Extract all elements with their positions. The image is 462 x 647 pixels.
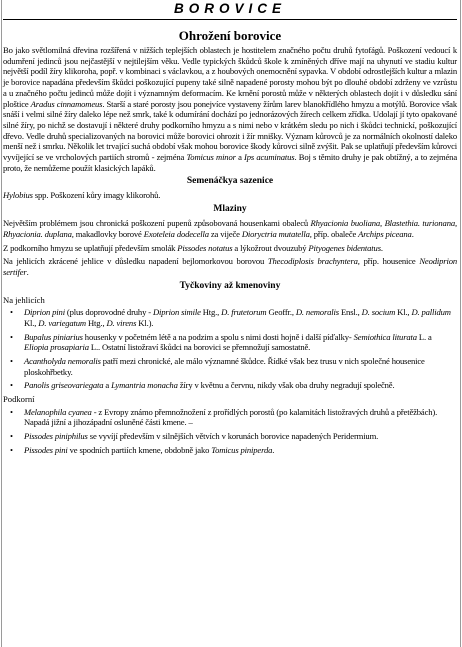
species-name: Pissodes pini — [24, 444, 68, 455]
section-heading-seedlings: Semenáčkya sazenice — [186, 176, 274, 187]
intro-text-3: a — [235, 152, 245, 163]
species-name: D. variegatum — [38, 317, 86, 328]
mlaziny-p1-text-4: příp. obaleče — [311, 228, 359, 239]
item-text: (plus doprovodné druhy - — [64, 307, 153, 318]
section-heading-mlaziny: Mlaziny — [213, 204, 247, 215]
species-name: Bupalus piniarius — [24, 331, 83, 342]
intro-paragraph — [3, 45, 457, 173]
page-left-border — [1, 0, 2, 647]
mlaziny-p1-species-1: Rhyacionia buoliana, Blastethia. turionana, Rhyacionia. duplana, — [3, 218, 457, 239]
seedlings-paragraph — [3, 190, 457, 201]
bullet-icon: • — [10, 307, 13, 318]
title-rule — [3, 19, 457, 20]
mlaziny-p1-species-3: Dioryctria mutatella, — [241, 228, 312, 239]
mlaziny-p1-text-2: makadlovky borové — [73, 228, 144, 239]
bullet-icon: • — [10, 444, 13, 455]
species-name: D. frutetorum — [221, 307, 267, 318]
bark-pests-list — [3, 407, 457, 456]
mlaziny-p3-text-2: příp. housenice — [359, 256, 420, 267]
item-text: . — [272, 444, 275, 455]
mlaziny-p1-text-3: za viječe — [208, 228, 242, 239]
pest-list-item — [10, 380, 457, 391]
item-text: Ensl., — [338, 307, 362, 318]
bullet-icon: • — [10, 355, 13, 366]
pest-list-item — [10, 355, 457, 377]
species-name: Lymantria monacha — [111, 380, 178, 391]
item-text: Htg., — [86, 317, 107, 328]
item-text: Geoffr., — [266, 307, 296, 318]
item-text: se vyvíjí především v silnějších větvích v korunách borovice napadených Peridermium. — [87, 430, 379, 441]
pest-list-item — [10, 307, 457, 328]
bullet-icon: • — [10, 406, 13, 417]
species-name: Tomicus piniperda — [211, 444, 273, 455]
item-text: L. a — [416, 331, 432, 342]
needle-pests-list — [3, 307, 457, 391]
mlaziny-p2-text-2: a lýkožrout dvouzubý — [232, 242, 309, 253]
section-heading-tyckoviny: Tyčkoviny až kmenoviny — [179, 280, 281, 291]
mlaziny-paragraph-3 — [3, 256, 457, 277]
mlaziny-p3-text-1: Na jehlicích zkrácené jehlice v důsledku napadení bejlomorkovou borovou — [3, 256, 268, 267]
item-text: ve spodních partiích kmene, obdobně jako — [67, 444, 212, 455]
species-name: Eliopia prosapiaria — [24, 342, 89, 353]
item-text: žíry v květnu a červnu, nikdy však oba druhy negradují společně. — [177, 380, 395, 391]
pest-list-item — [10, 406, 457, 428]
species-name: Semiothica liturata — [353, 331, 417, 342]
page-right-border — [460, 0, 461, 647]
mlaziny-p3-species-2: Neodiprion sertifer — [3, 256, 457, 277]
species-name: Diprion simile — [152, 307, 201, 318]
bullet-icon: • — [10, 331, 13, 342]
item-text: L.. Ostatní listožraví škůdci na borovici se přemnožují samostatně. — [88, 342, 311, 353]
seedlings-species: Hylobius — [3, 190, 33, 201]
mlaziny-p1-text-1: Největším problémem jsou chronická poškození pupenů způsobovaná housenkami obaleců — [3, 218, 311, 229]
item-text: housenky v početném létě a na podzim a spolu s nimi dosti hojně i další píďalky- — [82, 331, 354, 342]
species-name: Panolis griseovariegata — [24, 380, 104, 391]
document-title: BOROVICE — [173, 1, 286, 16]
pest-list-item — [10, 430, 457, 442]
mlaziny-p2-text-3: . — [380, 242, 383, 253]
species-name: Melanophila cyanea — [24, 406, 92, 417]
item-text: Htg., — [200, 307, 222, 318]
needles-label: Na jehlicích — [3, 294, 45, 305]
mlaziny-p3-species-1: Thecodiplosis brachyntera, — [267, 256, 360, 267]
mlaziny-p1-species-2: Exoteleia dodecella — [143, 228, 209, 239]
intro-text-2: . Starší a staré porosty jsou ponejvíce vystaveny žírům larev blanokřídlého hmyzu a motýlů. Borovice však snáší i velmi silné žíry daleko lépe než smrk, také k odumírání dochází po jednorázových žírech celkem zřídka. Udolají jí tyto opakované silné žíry, po nichž se dostavují i některé druhy podkorního hmyzu a s nimi nebo v krátkém sledu po nich i škůdci technickí, poškozující dřevo. Vedle druhů specializovaných na borovici může borovici ohrozit i žír mnišky. Význam kůrovců je za normálních okolností daleko menší než i smrku. Několik let trvající suchá období však mohou borovice škody kůrovci silně zvýšit. Pak se uplatňují především kůrovci vyvíjející se ve vrcholových partiích stromů - zejména — [3, 98, 457, 163]
species-name: Pissodes piniphilus — [24, 430, 88, 441]
intro-species-aradus: Aradus cinnamomeus — [30, 98, 103, 109]
mlaziny-paragraph-2 — [3, 243, 457, 254]
intro-text-4: . Boj s těmito druhy je pak obtížný, a to zejména proto, že nemůžeme použít klasických lapáků. — [3, 152, 457, 173]
species-name: D. socium — [361, 307, 396, 318]
pest-list-item — [10, 444, 457, 456]
item-text: Kl.). — [136, 317, 154, 328]
species-name: D. virens — [106, 317, 137, 328]
mlaziny-p2-species-2: Pityogenes bidentatus — [308, 242, 381, 253]
species-name: D. nemoralis — [295, 307, 339, 318]
item-text: Kl., — [24, 317, 39, 328]
mlaziny-p1-text-5: . — [411, 228, 414, 239]
bark-label: Podkorní — [3, 394, 35, 405]
seedlings-text: spp. Poškození kůry imagy klikorohů. — [32, 190, 161, 201]
mlaziny-p1-species-4: Archips piceana — [358, 228, 412, 239]
species-name: D. pallidum — [411, 307, 451, 318]
item-text: patří mezi chronické, ale málo významné škůdce. Řídké však bez trusu v nich společné housenice ploskohřbetky. — [24, 355, 425, 377]
mlaziny-p2-species-1: Pissodes notatus — [177, 242, 233, 253]
bullet-icon: • — [10, 430, 13, 441]
item-text: Kl., — [395, 307, 412, 318]
section-heading-ohrozeni: Ohrožení borovice — [178, 28, 282, 43]
intro-text-1: Bo jako světlomilná dřevina rozšířená v nižších teplejších oblastech je hostitelem značného počtu druhů fytofágů. Poškození vedoucí k odumření jedinců jsou nejčastější v nejtilejším věku. Vedle typických škůdců škole k zmíněných dříve mají na uhynutí ve stadiu kultur největší podíl žíry klikoroha, popř. v kombinaci s václavkou, a z houbových onemocnění sypavka. V období odrostlejších kultur a mlazin je borovice napadána především škůdci poškozující pupeny také silně napadené porosty mohou být po dlouhé období zdrženy ve vzrůstu a u značného počtu jedinců může dojít i významným deformacím. Ke krnění porostů může v některých oblastech dojít i v důsledku sání ploštice — [3, 45, 457, 109]
item-text: a — [103, 380, 112, 391]
mlaziny-paragraph-1 — [3, 218, 457, 239]
pest-list-item — [10, 331, 457, 353]
intro-species-tomicus: Tomicus minor — [186, 152, 236, 163]
species-name: Acantholyda nemoralis — [24, 355, 101, 366]
mlaziny-p2-text-1: Z podkorního hmyzu se uplatňují především smolák — [3, 242, 178, 253]
mlaziny-p3-text-3: . — [26, 266, 29, 277]
species-name: Diprion pini — [24, 307, 65, 318]
bullet-icon: • — [10, 380, 13, 391]
item-text: - z Evropy známo přemnožnožení z prořídlých porostů (po kalamitách listožravých druhů a přetěžbách). Napadá jižní a jihozápadní osluněné části kmene. – — [24, 406, 438, 428]
intro-species-ips: Ips acuminatus — [244, 152, 295, 163]
